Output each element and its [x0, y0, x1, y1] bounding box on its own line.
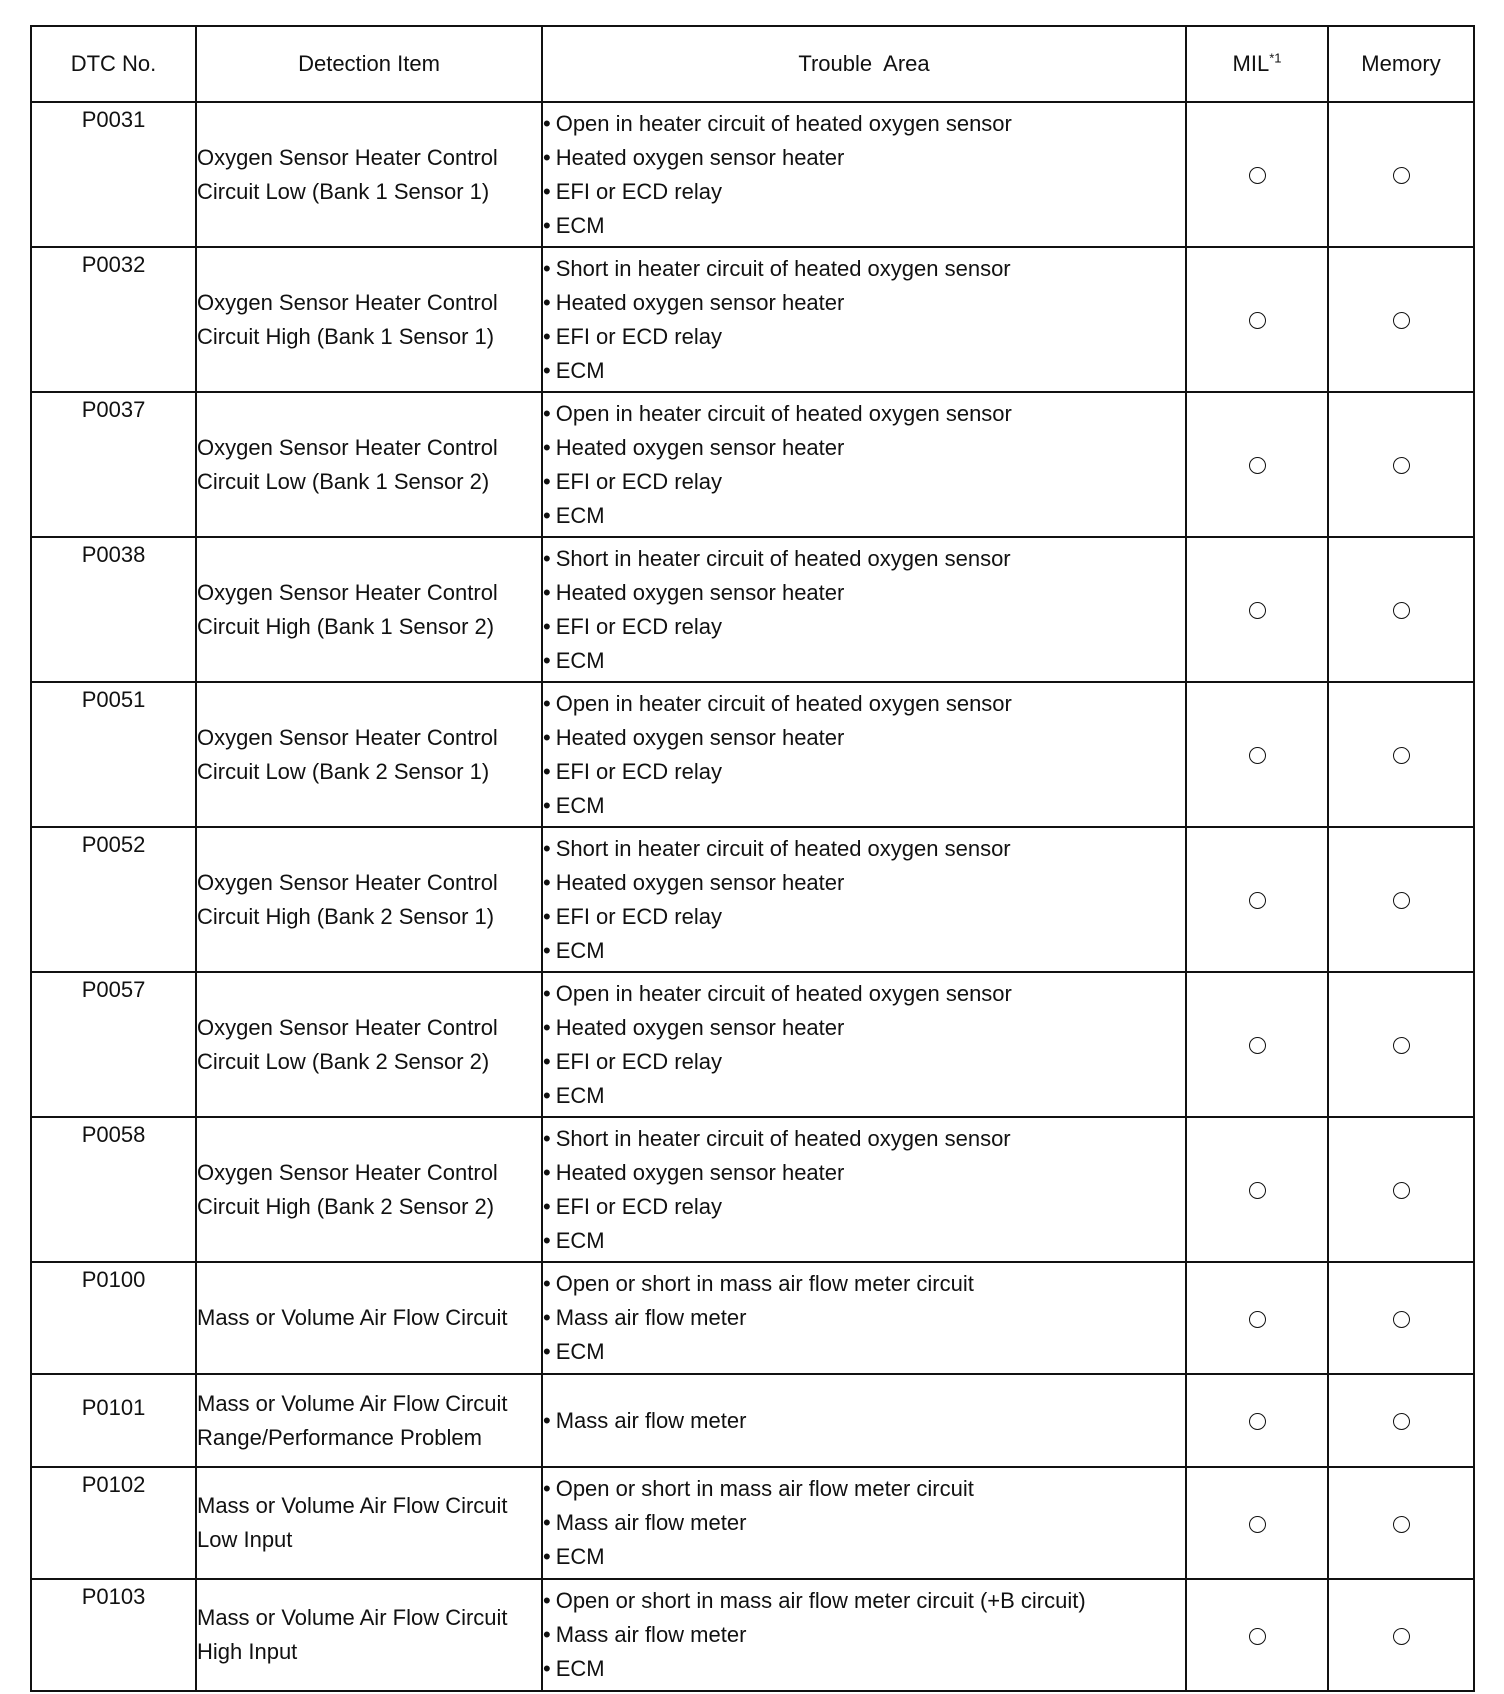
mil-cell: [1186, 827, 1328, 972]
trouble-area-line: [543, 755, 1185, 789]
trouble-area-line: [543, 832, 1185, 866]
bullet: •: [543, 212, 551, 238]
bullet: •: [543, 980, 551, 1006]
trouble-area-line: [543, 1618, 1185, 1652]
trouble-area-line: [543, 1652, 1185, 1686]
mil-circle-icon: [1249, 1516, 1266, 1533]
trouble-area-line: [543, 1224, 1185, 1258]
trouble-area-text: Heated oxygen sensor heater: [555, 144, 845, 170]
trouble-area-text: Open in heater circuit of heated oxygen sensor: [555, 690, 1012, 716]
header-detection-item: Detection Item: [196, 26, 542, 102]
trouble-area-line: [543, 175, 1185, 209]
detection-item: [196, 682, 542, 827]
memory-circle-icon: [1393, 747, 1410, 764]
trouble-area-line: [543, 1301, 1185, 1335]
bullet: •: [543, 1656, 551, 1681]
bullet: •: [543, 1476, 551, 1501]
trouble-area-text: Heated oxygen sensor heater: [555, 579, 845, 605]
bullet: •: [543, 1227, 551, 1253]
mil-circle-icon: [1249, 602, 1266, 619]
detection-item-line: Circuit High (Bank 1 Sensor 1): [197, 323, 495, 349]
table-row: [31, 1262, 1474, 1374]
mil-circle-icon: [1249, 892, 1266, 909]
detection-item-line: Range/Performance Problem: [197, 1424, 482, 1450]
table-row: [31, 1117, 1474, 1262]
bullet: •: [543, 613, 551, 639]
detection-item-line: Oxygen Sensor Heater Control: [197, 1014, 498, 1040]
detection-item-line: Oxygen Sensor Heater Control: [197, 289, 498, 315]
memory-cell: [1328, 827, 1474, 972]
trouble-area-line: [543, 1156, 1185, 1190]
detection-item-line: Circuit High (Bank 2 Sensor 1): [197, 903, 495, 929]
memory-circle-icon: [1393, 167, 1410, 184]
trouble-area-line: [543, 1079, 1185, 1113]
table-row: [31, 1374, 1474, 1467]
trouble-area-line: [543, 866, 1185, 900]
bullet: •: [543, 1014, 551, 1040]
detection-item-line: Circuit High (Bank 2 Sensor 2): [197, 1193, 495, 1219]
trouble-area-text: Short in heater circuit of heated oxygen sensor: [555, 255, 1011, 281]
memory-cell: [1328, 1117, 1474, 1262]
dtc-code: P0052: [31, 827, 196, 972]
trouble-area-line: [543, 286, 1185, 320]
header-mil: [1186, 26, 1328, 102]
memory-cell: [1328, 537, 1474, 682]
trouble-area-line: [543, 397, 1185, 431]
table-row: [31, 1467, 1474, 1579]
trouble-area-text: Open or short in mass air flow meter circuit: [555, 1271, 974, 1296]
trouble-area-text: ECM: [555, 937, 605, 963]
detection-item: [196, 972, 542, 1117]
bullet: •: [543, 545, 551, 571]
trouble-area-line: [543, 900, 1185, 934]
trouble-area-text: Open in heater circuit of heated oxygen sensor: [555, 400, 1012, 426]
bullet: •: [543, 289, 551, 315]
trouble-area-line: [543, 687, 1185, 721]
bullet: •: [543, 579, 551, 605]
trouble-area-text: Mass air flow meter: [555, 1305, 747, 1330]
trouble-area: [542, 1374, 1186, 1467]
detection-item: [196, 102, 542, 247]
trouble-area-line: [543, 977, 1185, 1011]
mil-circle-icon: [1249, 1037, 1266, 1054]
detection-item: [196, 1579, 542, 1691]
trouble-area-text: ECM: [555, 212, 605, 238]
table-row: [31, 102, 1474, 247]
header-mil-label: MIL: [1232, 51, 1270, 76]
detection-item-line: Circuit Low (Bank 1 Sensor 1): [197, 178, 490, 204]
mil-circle-icon: [1249, 747, 1266, 764]
trouble-area: [542, 392, 1186, 537]
detection-item-line: Mass or Volume Air Flow Circuit: [197, 1390, 508, 1416]
trouble-area-text: EFI or ECD relay: [555, 1193, 722, 1219]
trouble-area-line: [543, 1404, 1185, 1438]
memory-circle-icon: [1393, 602, 1410, 619]
mil-cell: [1186, 1117, 1328, 1262]
trouble-area-text: Open or short in mass air flow meter circuit (+B circuit): [555, 1588, 1086, 1613]
mil-circle-icon: [1249, 1413, 1266, 1430]
trouble-area-line: [543, 934, 1185, 968]
detection-item: [196, 247, 542, 392]
bullet: •: [543, 144, 551, 170]
bullet: •: [543, 835, 551, 861]
bullet: •: [543, 1159, 551, 1185]
trouble-area-line: [543, 1506, 1185, 1540]
mil-cell: [1186, 392, 1328, 537]
trouble-area-line: [543, 107, 1185, 141]
trouble-area-text: Short in heater circuit of heated oxygen sensor: [555, 1125, 1011, 1151]
trouble-area-text: EFI or ECD relay: [555, 468, 722, 494]
trouble-area-text: ECM: [555, 1656, 605, 1681]
trouble-area-line: [543, 789, 1185, 823]
detection-item-line: Oxygen Sensor Heater Control: [197, 579, 498, 605]
detection-item: [196, 1374, 542, 1467]
table-row: [31, 827, 1474, 972]
trouble-area-text: Short in heater circuit of heated oxygen sensor: [555, 545, 1011, 571]
mil-circle-icon: [1249, 1628, 1266, 1645]
dtc-code: P0103: [31, 1579, 196, 1691]
trouble-area-line: [543, 1122, 1185, 1156]
trouble-area-text: ECM: [555, 357, 605, 383]
mil-cell: [1186, 1579, 1328, 1691]
bullet: •: [543, 903, 551, 929]
memory-circle-icon: [1393, 892, 1410, 909]
table-row: [31, 1579, 1474, 1691]
memory-circle-icon: [1393, 1182, 1410, 1199]
detection-item-line: Circuit Low (Bank 2 Sensor 2): [197, 1048, 490, 1074]
trouble-area-text: EFI or ECD relay: [555, 903, 722, 929]
trouble-area-text: Open or short in mass air flow meter circuit: [555, 1476, 974, 1501]
mil-cell: [1186, 537, 1328, 682]
table-header-row: [31, 26, 1474, 102]
trouble-area-line: [543, 644, 1185, 678]
mil-cell: [1186, 1262, 1328, 1374]
dtc-code: P0058: [31, 1117, 196, 1262]
trouble-area-text: EFI or ECD relay: [555, 758, 722, 784]
trouble-area-line: [543, 1011, 1185, 1045]
mil-cell: [1186, 102, 1328, 247]
detection-item: [196, 1467, 542, 1579]
header-trouble-area: Trouble Area: [542, 26, 1186, 102]
trouble-area-line: [543, 1472, 1185, 1506]
trouble-area: [542, 972, 1186, 1117]
bullet: •: [543, 434, 551, 460]
bullet: •: [543, 1125, 551, 1151]
trouble-area-text: Mass air flow meter: [555, 1407, 747, 1433]
trouble-area-text: ECM: [555, 792, 605, 818]
bullet: •: [543, 110, 551, 136]
bullet: •: [543, 869, 551, 895]
mil-cell: [1186, 1467, 1328, 1579]
bullet: •: [543, 647, 551, 673]
bullet: •: [543, 1271, 551, 1296]
detection-item-line: Mass or Volume Air Flow Circuit: [197, 1605, 508, 1630]
dtc-code: P0102: [31, 1467, 196, 1579]
memory-circle-icon: [1393, 1037, 1410, 1054]
memory-cell: [1328, 247, 1474, 392]
memory-cell: [1328, 392, 1474, 537]
trouble-area-line: [543, 1540, 1185, 1574]
dtc-code: P0031: [31, 102, 196, 247]
mil-cell: [1186, 247, 1328, 392]
mil-circle-icon: [1249, 457, 1266, 474]
trouble-area: [542, 1117, 1186, 1262]
memory-cell: [1328, 1374, 1474, 1467]
mil-circle-icon: [1249, 312, 1266, 329]
bullet: •: [543, 502, 551, 528]
trouble-area-line: [543, 320, 1185, 354]
trouble-area-line: [543, 354, 1185, 388]
memory-cell: [1328, 1467, 1474, 1579]
bullet: •: [543, 1048, 551, 1074]
trouble-area-text: Heated oxygen sensor heater: [555, 434, 845, 460]
bullet: •: [543, 178, 551, 204]
mil-cell: [1186, 972, 1328, 1117]
trouble-area-text: ECM: [555, 647, 605, 673]
detection-item-line: Circuit Low (Bank 2 Sensor 1): [197, 758, 490, 784]
bullet: •: [543, 1339, 551, 1364]
header-dtc-no: DTC No.: [31, 26, 196, 102]
trouble-area: [542, 827, 1186, 972]
detection-item: [196, 392, 542, 537]
memory-circle-icon: [1393, 1516, 1410, 1533]
table-row: [31, 247, 1474, 392]
memory-circle-icon: [1393, 457, 1410, 474]
detection-item-line: Oxygen Sensor Heater Control: [197, 1159, 498, 1185]
detection-item-line: Oxygen Sensor Heater Control: [197, 724, 498, 750]
memory-circle-icon: [1393, 1628, 1410, 1645]
bullet: •: [543, 937, 551, 963]
memory-cell: [1328, 972, 1474, 1117]
mil-circle-icon: [1249, 1182, 1266, 1199]
dtc-code: P0100: [31, 1262, 196, 1374]
trouble-area-text: Heated oxygen sensor heater: [555, 724, 845, 750]
detection-item-line: Circuit Low (Bank 1 Sensor 2): [197, 468, 490, 494]
detection-item-line: Low Input: [197, 1527, 293, 1552]
trouble-area-line: [543, 1335, 1185, 1369]
trouble-area-line: [543, 542, 1185, 576]
trouble-area-line: [543, 1267, 1185, 1301]
table-row: [31, 537, 1474, 682]
table-row: [31, 972, 1474, 1117]
bullet: •: [543, 1082, 551, 1108]
header-memory: Memory: [1328, 26, 1474, 102]
trouble-area-text: ECM: [555, 1227, 605, 1253]
bullet: •: [543, 255, 551, 281]
bullet: •: [543, 1193, 551, 1219]
dtc-code: P0057: [31, 972, 196, 1117]
trouble-area-line: [543, 252, 1185, 286]
bullet: •: [543, 690, 551, 716]
bullet: •: [543, 1544, 551, 1569]
trouble-area-text: Open in heater circuit of heated oxygen sensor: [555, 980, 1012, 1006]
trouble-area-text: ECM: [555, 1082, 605, 1108]
trouble-area: [542, 1579, 1186, 1691]
mil-circle-icon: [1249, 167, 1266, 184]
trouble-area-text: Heated oxygen sensor heater: [555, 289, 845, 315]
dtc-table: [30, 25, 1475, 1692]
detection-item-line: Oxygen Sensor Heater Control: [197, 869, 498, 895]
detection-item: [196, 827, 542, 972]
trouble-area-line: [543, 465, 1185, 499]
memory-circle-icon: [1393, 1311, 1410, 1328]
bullet: •: [543, 1588, 551, 1613]
trouble-area-line: [543, 209, 1185, 243]
trouble-area-text: ECM: [555, 502, 605, 528]
trouble-area-text: Heated oxygen sensor heater: [555, 1014, 845, 1040]
detection-item-line: Oxygen Sensor Heater Control: [197, 144, 498, 170]
trouble-area-text: Open in heater circuit of heated oxygen sensor: [555, 110, 1012, 136]
bullet: •: [543, 1622, 551, 1647]
trouble-area-text: Heated oxygen sensor heater: [555, 1159, 845, 1185]
trouble-area: [542, 537, 1186, 682]
bullet: •: [543, 468, 551, 494]
trouble-area-text: ECM: [555, 1544, 605, 1569]
detection-item: [196, 1117, 542, 1262]
header-mil-note: *1: [1269, 50, 1282, 66]
detection-item-line: Circuit High (Bank 1 Sensor 2): [197, 613, 495, 639]
trouble-area-text: Short in heater circuit of heated oxygen sensor: [555, 835, 1011, 861]
memory-cell: [1328, 1579, 1474, 1691]
dtc-code: P0037: [31, 392, 196, 537]
bullet: •: [543, 1510, 551, 1535]
trouble-area-line: [543, 610, 1185, 644]
bullet: •: [543, 400, 551, 426]
trouble-area-text: EFI or ECD relay: [555, 1048, 722, 1074]
dtc-code: P0101: [31, 1374, 196, 1467]
mil-cell: [1186, 1374, 1328, 1467]
bullet: •: [543, 1407, 551, 1433]
trouble-area-line: [543, 576, 1185, 610]
dtc-code: P0051: [31, 682, 196, 827]
memory-circle-icon: [1393, 312, 1410, 329]
detection-item-line: Oxygen Sensor Heater Control: [197, 434, 498, 460]
memory-circle-icon: [1393, 1413, 1410, 1430]
bullet: •: [543, 758, 551, 784]
trouble-area-text: Heated oxygen sensor heater: [555, 869, 845, 895]
bullet: •: [543, 1305, 551, 1330]
detection-item-line: High Input: [197, 1639, 298, 1664]
trouble-area-text: EFI or ECD relay: [555, 178, 722, 204]
trouble-area: [542, 1262, 1186, 1374]
trouble-area: [542, 247, 1186, 392]
dtc-code: P0038: [31, 537, 196, 682]
bullet: •: [543, 357, 551, 383]
trouble-area-line: [543, 141, 1185, 175]
table-row: [31, 682, 1474, 827]
detection-item-line: Mass or Volume Air Flow Circuit: [197, 1493, 508, 1518]
memory-cell: [1328, 1262, 1474, 1374]
trouble-area: [542, 682, 1186, 827]
trouble-area-text: EFI or ECD relay: [555, 613, 722, 639]
table-body: [31, 102, 1474, 1691]
detection-item: [196, 537, 542, 682]
trouble-area-line: [543, 431, 1185, 465]
memory-cell: [1328, 682, 1474, 827]
bullet: •: [543, 724, 551, 750]
trouble-area-text: Mass air flow meter: [555, 1622, 747, 1647]
trouble-area-line: [543, 721, 1185, 755]
trouble-area-text: ECM: [555, 1339, 605, 1364]
trouble-area: [542, 102, 1186, 247]
trouble-area-line: [543, 1045, 1185, 1079]
detection-item-line: Mass or Volume Air Flow Circuit: [197, 1305, 508, 1330]
trouble-area-text: Mass air flow meter: [555, 1510, 747, 1535]
trouble-area-text: EFI or ECD relay: [555, 323, 722, 349]
table-row: [31, 392, 1474, 537]
mil-cell: [1186, 682, 1328, 827]
dtc-code: P0032: [31, 247, 196, 392]
bullet: •: [543, 792, 551, 818]
trouble-area: [542, 1467, 1186, 1579]
memory-cell: [1328, 102, 1474, 247]
detection-item: [196, 1262, 542, 1374]
trouble-area-line: [543, 1584, 1185, 1618]
trouble-area-line: [543, 1190, 1185, 1224]
trouble-area-line: [543, 499, 1185, 533]
mil-circle-icon: [1249, 1311, 1266, 1328]
bullet: •: [543, 323, 551, 349]
